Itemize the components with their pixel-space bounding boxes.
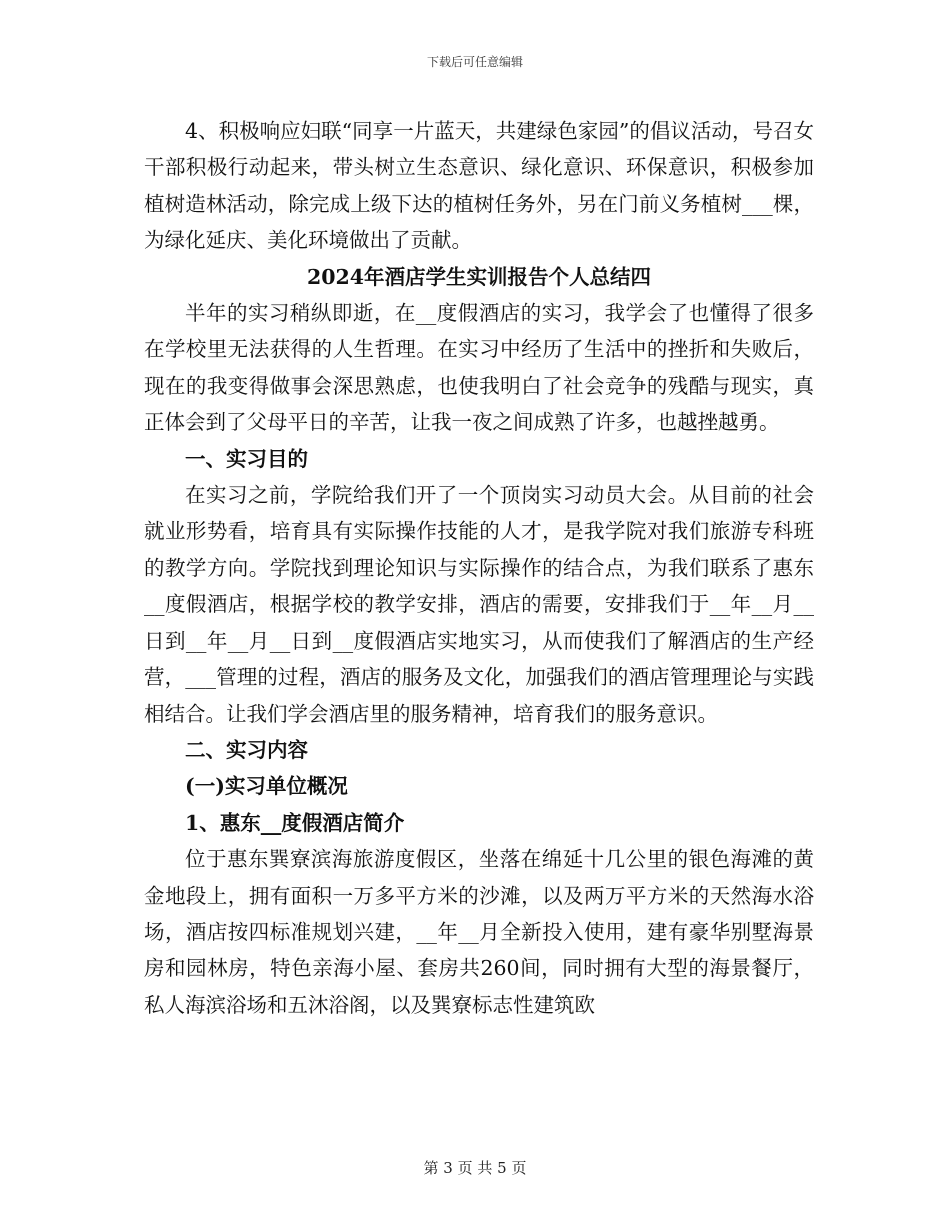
page-footer: 第 3 页 共 5 页 [423,1159,527,1177]
document-body [144,113,814,1023]
page-header: 下载后可任意编辑 [426,55,523,69]
paragraph-intro: 半年的实习稍纵即逝，在__度假酒店的实习，我学会了也懂得了很多在学校里无法获得的人生哲理。在实习中经历了生活中的挫折和失败后，现在的我变得做事会深思熟虑，也使我明白了社会竞争的残酷与现实，真正体会到了父母平日的辛苦，让我一夜之间成熟了许多，也越挫越勇。 [144,301,814,435]
paragraph-tree-planting: 4、积极响应妇联“同享一片蓝天，共建绿色家园”的倡议活动，号召女干部积极行动起来，带头树立生态意识、绿化意识、环保意识，积极参加植树造林活动，除完成上级下达的植树任务外，另在门前义务植树___棵，为绿化延庆、美化环境做出了贡献。 [144,119,814,253]
heading-internship-purpose: 一、实习目的 [185,446,308,471]
heading-internship-content: 二、实习内容 [185,737,308,762]
paragraph-hotel-description: 位于惠东巽寮滨海旅游度假区，坐落在绵延十几公里的银色海滩的黄金地段上，拥有面积一万多平方米的沙滩，以及两万平方米的天然海水浴场，酒店按四标准规划兴建，__年__月全新投入使用，建有豪华别墅海景房和园林房，特色亲海小屋、套房共260间，同时拥有大型的海景餐厅，私人海滨浴场和五沐浴阁，以及巽寮标志性建筑欧 [144,847,814,1017]
heading-unit-overview: (一)实习单位概况 [185,774,348,799]
paragraph-purpose: 在实习之前，学院给我们开了一个顶岗实习动员大会。从目前的社会就业形势看，培育具有实际操作技能的人才，是我学院对我们旅游专科班的教学方向。学院找到理论知识与实际操作的结合点，为我们联系了惠东__度假酒店，根据学校的教学安排，酒店的需要，安排我们于__年__月__日到__年__月__日到__度假酒店实地实习，从而使我们了解酒店的生产经营，___管理的过程，酒店的服务及文化，加强我们的酒店管理理论与实践相结合。让我们学会酒店里的服务精神，培育我们的服务意识。 [144,483,814,726]
report-title: 2024年酒店学生实训报告个人总结四 [306,264,652,289]
heading-hotel-intro: 1、惠东__度假酒店简介 [185,810,405,835]
